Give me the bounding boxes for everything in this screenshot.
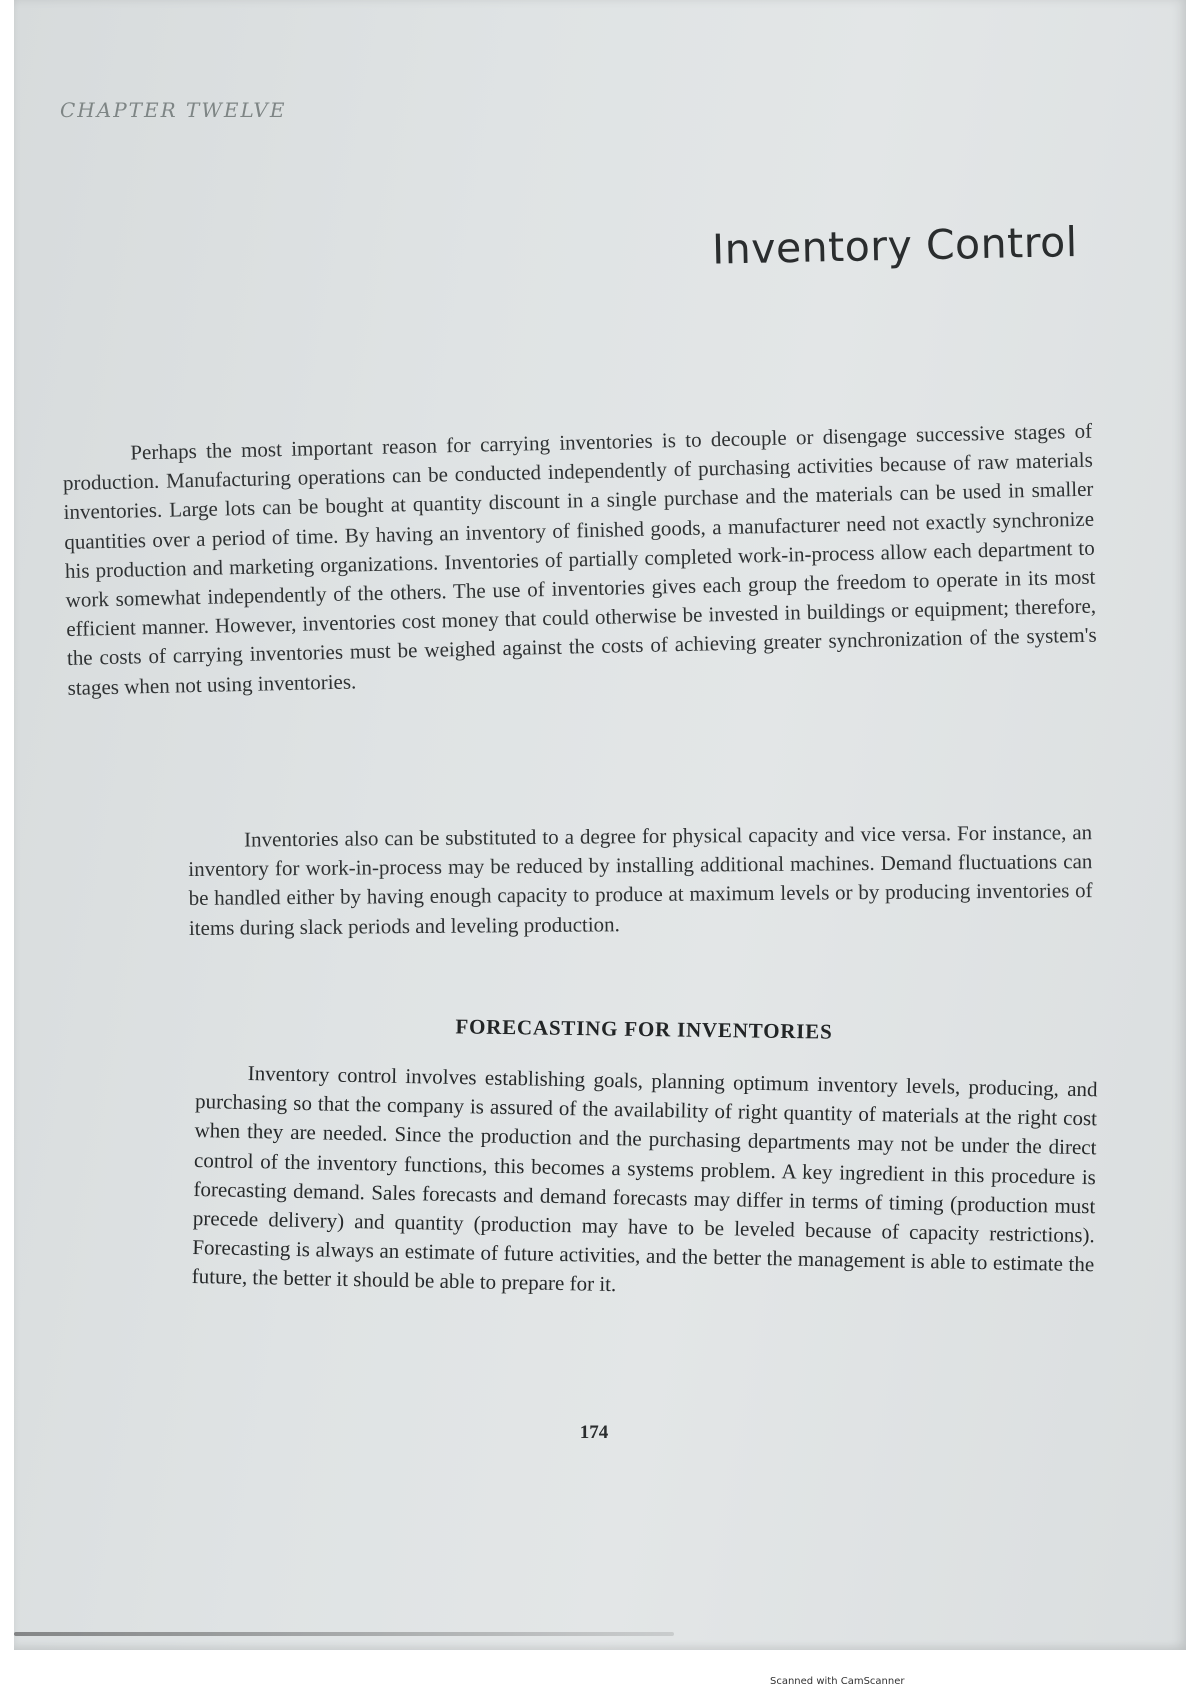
scanner-watermark: Scanned with CamScanner [770, 1676, 905, 1687]
section-heading: FORECASTING FOR INVENTORIES [455, 1014, 833, 1044]
page-number: 174 [579, 1422, 609, 1443]
section-paragraph: Inventory control involves establishing goals, planning optimum inventory levels, producing, and purchasing so that the company is assured of the availability of right quantity of materials at the right cost when they are needed. Since the production and the purchasing departments may not be under the direct control of the inventory functions, this becomes a systems problem. A key ingredient in this procedure is forecasting demand. Sales forecasts and demand forecasts may differ in terms of timing (production must precede delivery) and quantity (production may have to be leveled because of capacity restrictions). Forecasting is always an estimate of future activities, and the better the management is able to estimate the future, the better it should be able to prepare for it. [191, 1060, 1098, 1297]
body-paragraph-2: Inventories also can be substituted to a degree for physical capacity and vice versa. For instance, an inventory for work-in-process may be reduced by installing additional machines. Demand fluctuations can be handled either by having enough capacity to produce at maximum levels or by producing inventories of items during slack periods and leveling production. [188, 820, 1093, 940]
book-page [14, 0, 1186, 1650]
chapter-title: Inventory Control [711, 218, 1079, 274]
page-edge-shadow [14, 1632, 674, 1636]
body-paragraph-1: Perhaps the most important reason for carrying inventories is to decouple or disengage successive stages of production. Manufacturing operations can be conducted independently of purchasing activities because of raw materials inventories. Large lots can be bought at quantity discount in a single purchase and the materials can be used in smaller quantities over a period of time. By having an inventory of finished goods, a manufacturer need not exactly synchronize his production and marketing organizations. Inventories of partially completed work-in-process allow each department to work somewhat independently of the others. The use of inventories gives each group the freedom to operate in its most efficient manner. However, inventories cost money that could otherwise be invested in buildings or equipment; therefore, the costs of carrying inventories must be weighed against the costs of achieving greater synchronization of the system's stages when not using inventories. [62, 418, 1097, 700]
chapter-label: CHAPTER TWELVE [60, 98, 287, 122]
